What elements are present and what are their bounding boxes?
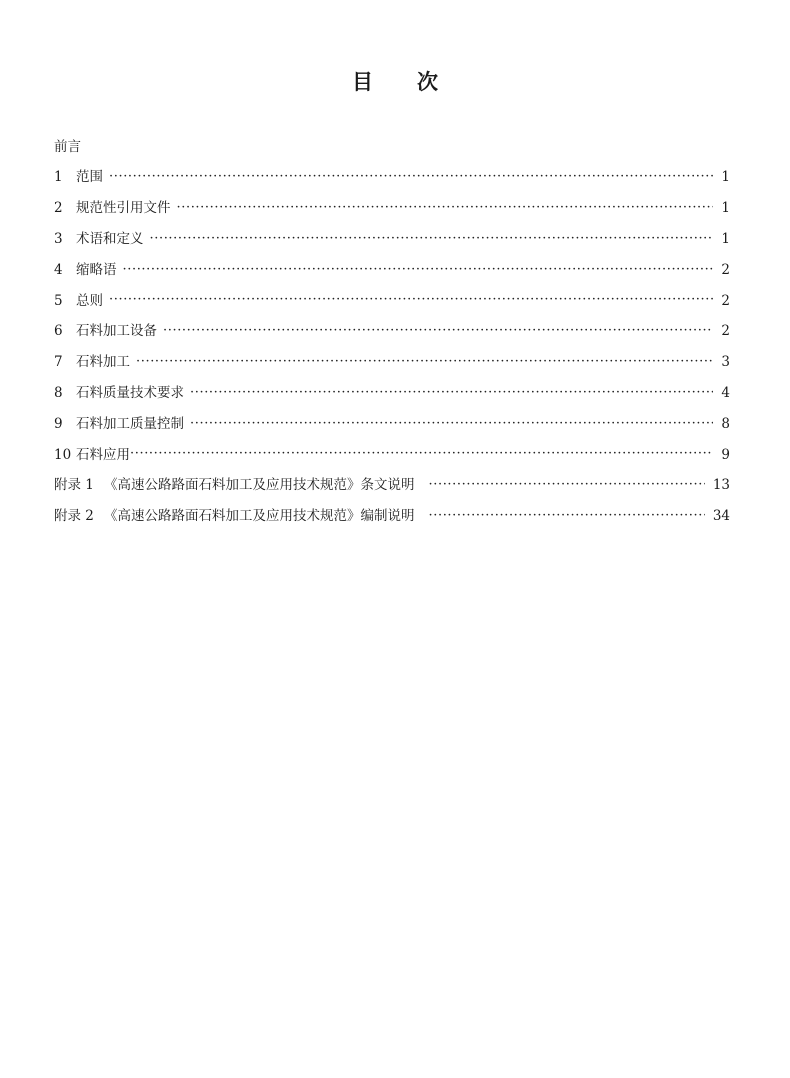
title-char-2: 次: [417, 70, 438, 94]
toc-label: 术语和定义: [76, 231, 144, 248]
toc-entry[interactable]: [54, 194, 730, 225]
toc-page: 34: [712, 508, 730, 525]
toc-number: 5: [54, 292, 63, 309]
toc-page: 2: [721, 292, 730, 309]
toc-entry-preface[interactable]: [54, 132, 730, 163]
table-of-contents: [54, 132, 730, 532]
toc-label: 总则: [76, 292, 103, 309]
toc-leader: [429, 510, 705, 524]
toc-leader: [109, 171, 713, 185]
toc-appendix-entry[interactable]: [54, 471, 730, 502]
toc-page: 1: [721, 169, 730, 186]
toc-label: 石料加工设备: [76, 323, 157, 340]
toc-number: 7: [54, 354, 63, 371]
toc-page: 1: [721, 231, 730, 248]
toc-leader: [190, 418, 713, 432]
page-title: [0, 66, 790, 96]
toc-label: 《高速公路路面石料加工及应用技术规范》条文说明: [104, 477, 415, 494]
toc-entry[interactable]: [54, 378, 730, 409]
toc-number: 8: [54, 385, 63, 402]
toc-page: 8: [721, 415, 730, 432]
toc-page: 3: [721, 354, 730, 371]
toc-page: 2: [721, 261, 730, 278]
toc-label: 石料加工: [76, 354, 130, 371]
toc-entry[interactable]: [54, 348, 730, 379]
toc-leader: [190, 387, 713, 401]
toc-label: 《高速公路路面石料加工及应用技术规范》编制说明: [104, 508, 415, 525]
toc-page: 1: [721, 200, 730, 217]
toc-leader: [150, 233, 714, 247]
toc-number: 3: [54, 231, 63, 248]
toc-page: 4: [721, 385, 730, 402]
toc-label: 规范性引用文件: [76, 200, 171, 217]
toc-number: 附录 1: [54, 477, 94, 494]
toc-entry[interactable]: [54, 440, 730, 471]
toc-entry[interactable]: [54, 286, 730, 317]
toc-leader: [177, 202, 714, 216]
toc-entry[interactable]: [54, 317, 730, 348]
toc-label: 石料质量技术要求: [76, 385, 184, 402]
toc-leader: [123, 264, 714, 278]
toc-number: 9: [54, 415, 63, 432]
toc-number: 2: [54, 200, 63, 217]
toc-label: 缩略语: [76, 261, 117, 278]
title-char-1: 目: [352, 70, 373, 94]
toc-number: 10: [54, 446, 72, 463]
toc-number: 附录 2: [54, 508, 94, 525]
toc-leader: [109, 294, 713, 308]
toc-number: 4: [54, 261, 63, 278]
toc-label: 前言: [54, 138, 81, 155]
toc-page: 9: [721, 446, 730, 463]
toc-number: 6: [54, 323, 63, 340]
toc-entry[interactable]: [54, 224, 730, 255]
toc-page: 13: [712, 477, 730, 494]
toc-leader: [130, 448, 713, 462]
toc-entry[interactable]: [54, 255, 730, 286]
toc-label: 石料应用: [76, 446, 130, 463]
toc-label: 范围: [76, 169, 103, 186]
toc-leader: [429, 479, 705, 493]
toc-entry[interactable]: [54, 163, 730, 194]
toc-entry[interactable]: [54, 409, 730, 440]
toc-page: 2: [721, 323, 730, 340]
toc-label: 石料加工质量控制: [76, 415, 184, 432]
toc-leader: [163, 325, 713, 339]
toc-appendix-entry[interactable]: [54, 502, 730, 533]
toc-leader: [136, 356, 713, 370]
toc-number: 1: [54, 169, 63, 186]
